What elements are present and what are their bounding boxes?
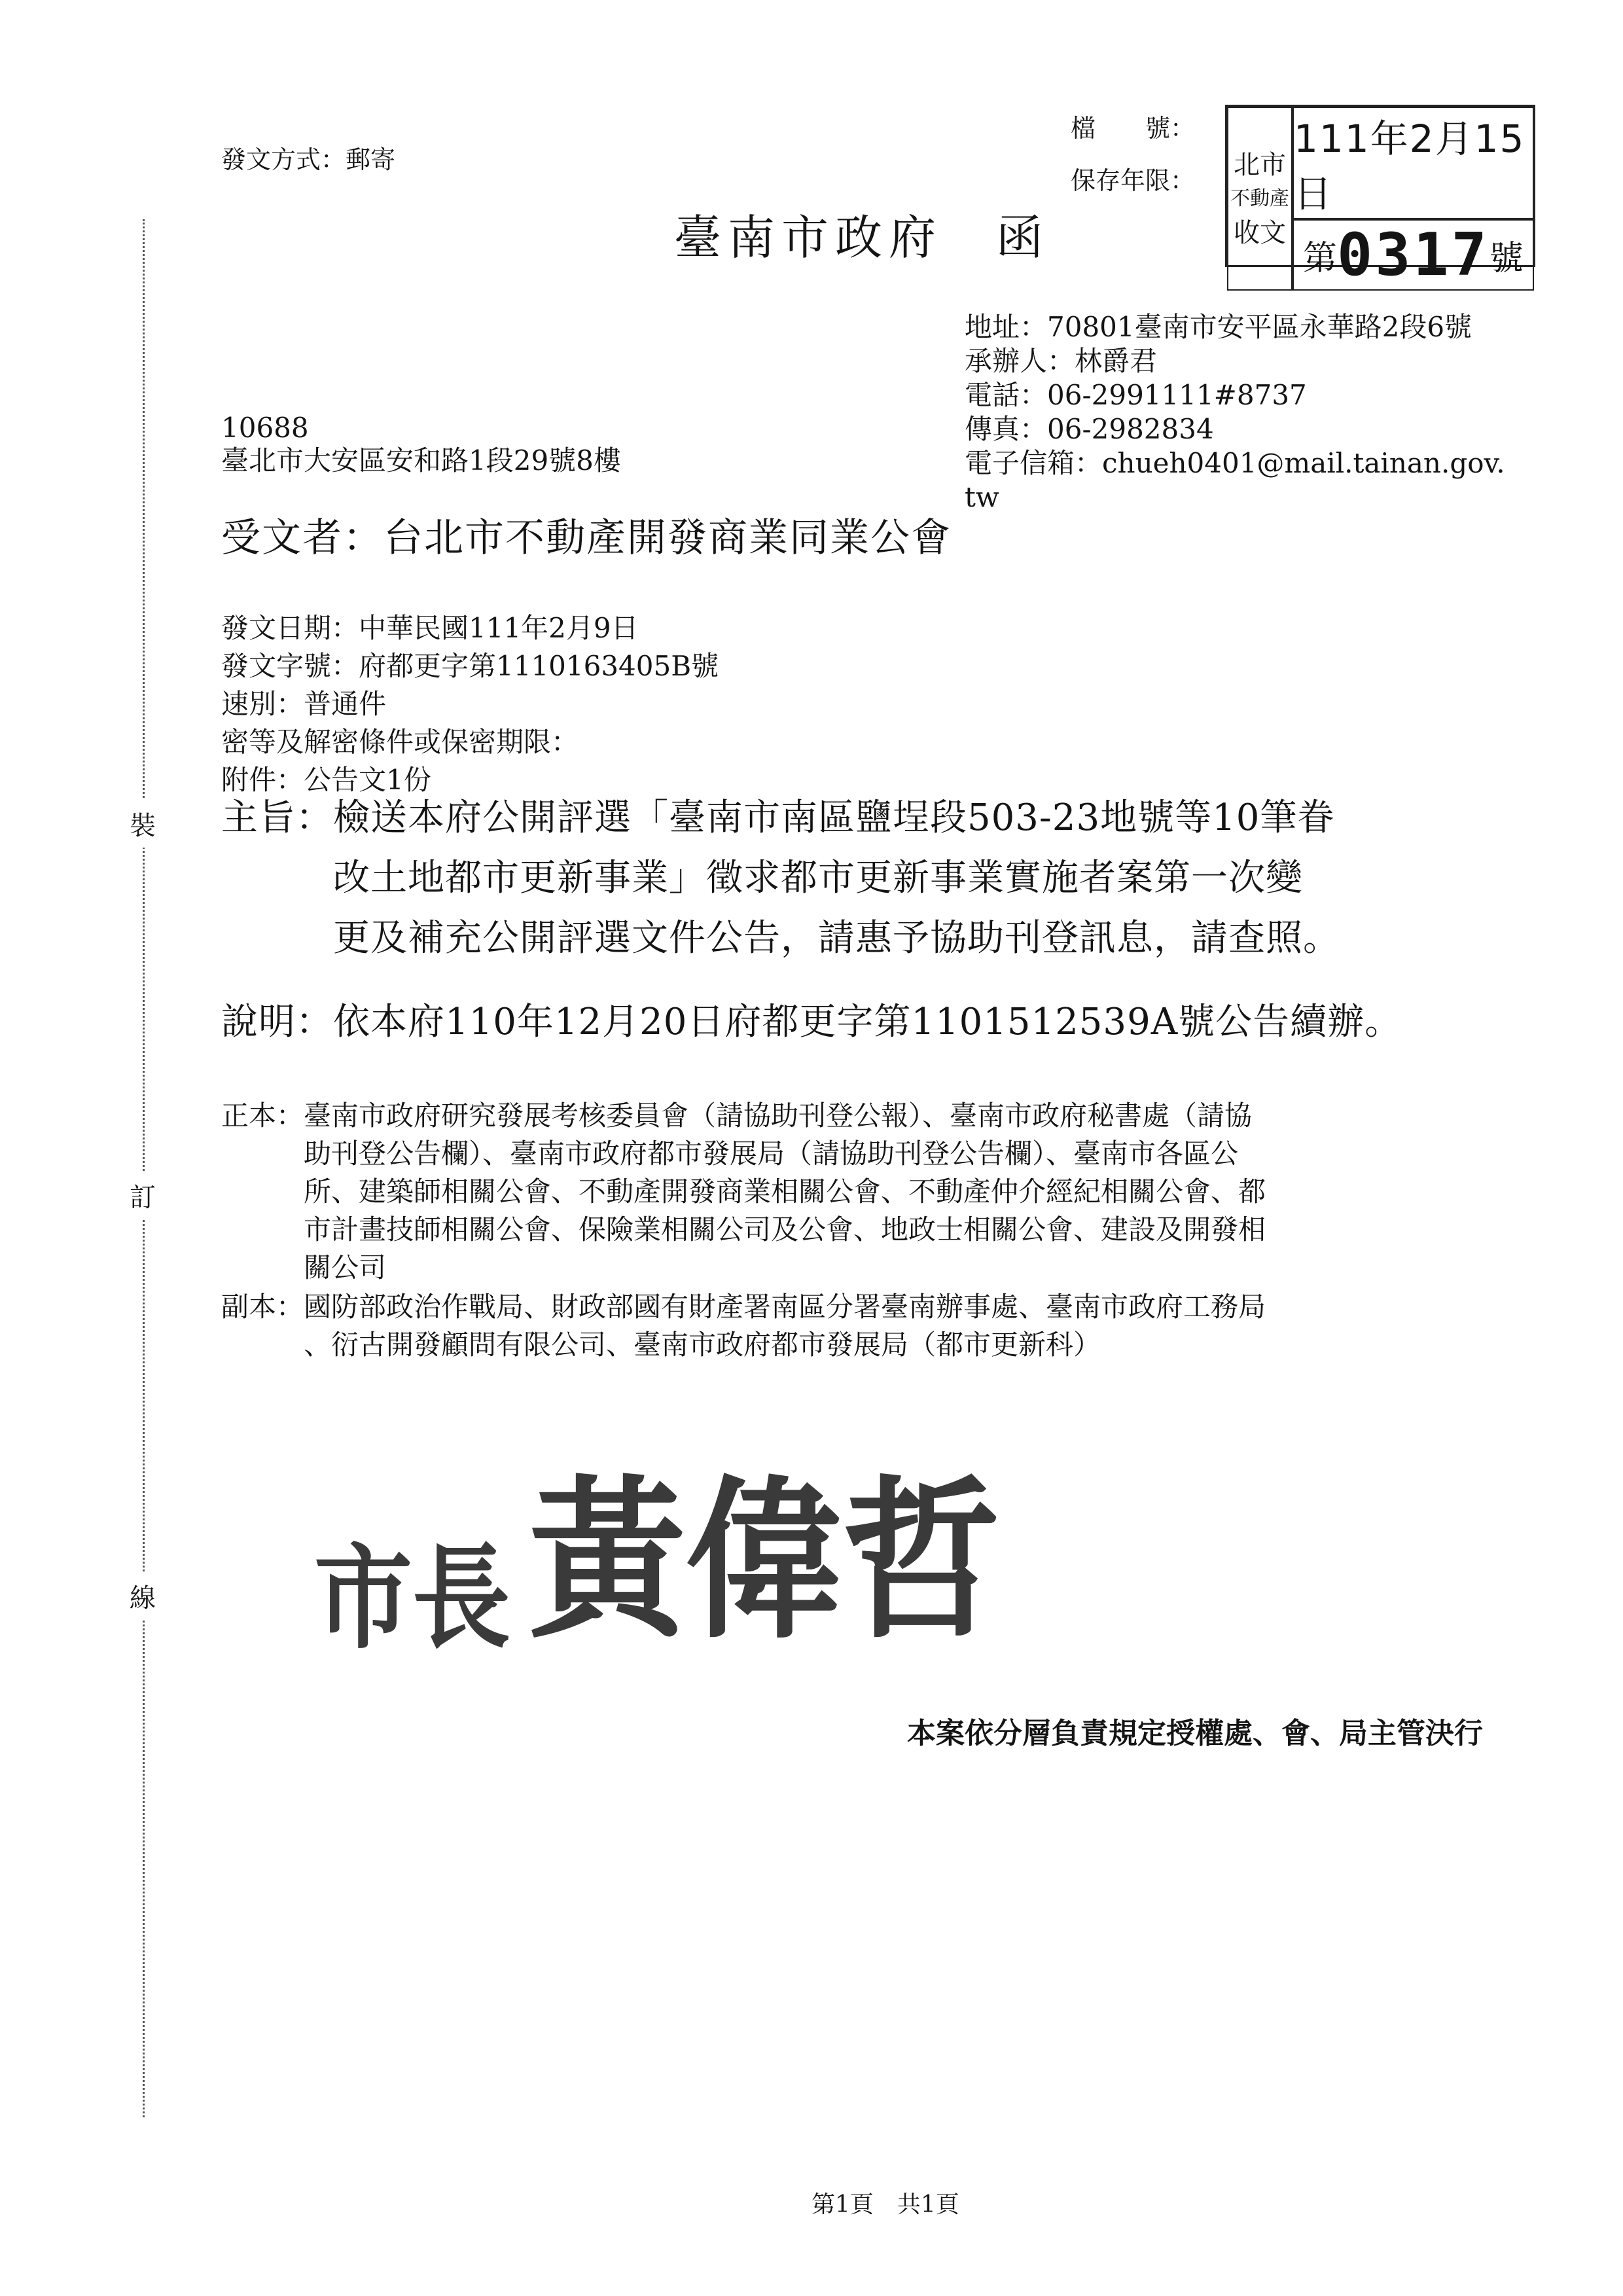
binding-mark: 線 [130,1572,156,1620]
send-method-value: 郵寄 [346,145,396,174]
stamp-number-prefix: 第 [1303,239,1338,278]
contact-fax: 傳真：06-2982834 [965,413,1214,445]
attachment: 附件：公告文1份 [221,764,431,796]
distribution-main [221,1097,1266,1287]
copy-recipients-line: 、衍古開發顧問有限公司、臺南市政府都市發展局（都市更新科） [304,1329,1101,1361]
received-stamp [1225,105,1535,289]
recipient [221,513,952,563]
stamp-number-suffix: 號 [1489,239,1524,278]
signature-name: 黃偉哲 [529,1458,1001,1662]
distribution-copy [221,1288,1266,1364]
binding-mark: 裝 [130,800,156,848]
retention-period-label: 保存年限： [1071,166,1196,195]
subject [221,788,1340,969]
contact-email-continued: tw [965,481,999,513]
main-recipients-label: 正本： [221,1100,304,1132]
recipient-label: 受文者： [221,515,383,561]
stamp-org-2: 不動產 [1230,187,1289,210]
main-recipients-line: 所、建築師相關公會、不動產開發商業相關公會、不動產仲介經紀相關公會、都 [304,1175,1266,1208]
explanation-label: 說明： [221,1001,333,1043]
recipient-name: 台北市不動產開發商業同業公會 [383,515,952,561]
security-level: 密等及解密條件或保密期限： [221,726,579,758]
subject-line: 檢送本府公開評選「臺南市南區鹽埕段503-23地號等10筆眷 [333,797,1335,839]
main-recipients-line: 臺南市政府研究發展考核委員會（請協助刊登公報）、臺南市政府秘書處（請協 [304,1100,1253,1132]
file-number-label: 檔 號： [1071,114,1196,143]
binding-mark: 訂 [130,1172,156,1219]
authority-note: 本案依分層負責規定授權處、會、局主管決行 [907,1717,1483,1750]
issue-date: 發文日期：中華民國111年2月9日 [221,612,639,644]
delivery-speed: 速別：普通件 [221,688,387,720]
stamp-org [1227,107,1293,291]
document-title: 臺南市政府 函 [674,210,1050,265]
main-recipients-line: 市計畫技師相關公會、保險業相關公司及公會、地政士相關公會、建設及開發相 [304,1213,1266,1246]
contact-handler: 承辦人：林爵君 [965,345,1158,377]
stamp-number-value: 0317 [1337,221,1489,289]
contact-email: 電子信箱：chueh0401@mail.tainan.gov. [965,447,1505,479]
reference-number: 發文字號：府都更字第1110163405B號 [221,650,719,682]
binding-line [143,219,145,2117]
copy-recipients-line: 國防部政治作戰局、財政部國有財產署南區分署臺南辦事處、臺南市政府工務局 [304,1291,1266,1323]
contact-phone: 電話：06-2991111#8737 [965,379,1307,411]
page-number: 第1頁 共1頁 [812,2191,959,2218]
signature-title: 市長 [314,1532,511,1665]
main-recipients-line: 關公司 [304,1251,387,1283]
stamp-number [1293,219,1534,291]
stamp-date: 111年2月15日 [1293,107,1534,219]
recipient-zip: 10688 [221,412,309,444]
stamp-org-3: 收文 [1234,217,1286,248]
send-method [221,143,395,177]
recipient-address: 臺北市大安區安和路1段29號8樓 [221,444,621,476]
subject-label: 主旨： [221,797,333,839]
contact-address: 地址：70801臺南市安平區永華路2段6號 [965,311,1472,343]
send-method-label: 發文方式： [221,145,346,174]
subject-line: 改土地都市更新事業」徵求都市更新事業實施者案第一次變 [333,857,1303,899]
explanation-text: 依本府110年12月20日府都更字第1101512539A號公告續辦。 [333,1001,1402,1043]
copy-recipients-label: 副本： [221,1291,304,1323]
subject-line: 更及補充公開評選文件公告，請惠予協助刊登訊息，請查照。 [333,917,1340,960]
mayor-signature [314,1433,1026,1665]
explanation [221,992,1402,1052]
stamp-org-1: 北市 [1234,149,1286,180]
main-recipients-line: 助刊登公告欄）、臺南市政府都市發展局（請協助刊登公告欄）、臺南市各區公 [304,1138,1239,1170]
